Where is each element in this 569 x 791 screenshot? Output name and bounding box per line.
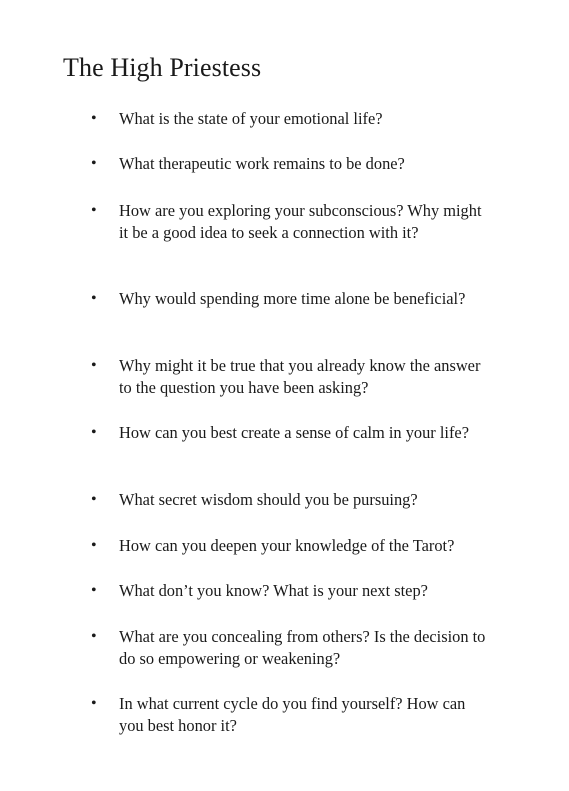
list-item — [91, 422, 491, 444]
bullet-icon: • — [91, 110, 97, 127]
question-text: What secret wisdom should you be pursuing? — [119, 490, 418, 509]
list-item — [91, 693, 491, 737]
list-item — [91, 580, 491, 602]
bullet-icon: • — [91, 202, 97, 219]
bullet-icon: • — [91, 695, 97, 712]
bullet-icon: • — [91, 155, 97, 172]
question-text: What are you concealing from others? Is the decision to do so empowering or weakening? — [119, 627, 486, 668]
list-item — [91, 288, 491, 310]
question-text: How can you deepen your knowledge of the Tarot? — [119, 536, 455, 555]
list-item — [91, 489, 491, 511]
bullet-icon: • — [91, 537, 97, 554]
question-text: How are you exploring your subconscious? Why might it be a good idea to seek a connection with it? — [119, 201, 482, 242]
question-text: What is the state of your emotional life? — [119, 109, 383, 128]
bullet-icon: • — [91, 491, 97, 508]
list-item — [91, 200, 491, 244]
bullet-icon: • — [91, 424, 97, 441]
question-text: How can you best create a sense of calm in your life? — [119, 423, 469, 442]
question-text: Why would spending more time alone be beneficial? — [119, 289, 466, 308]
list-item — [91, 355, 491, 399]
page-title: The High Priestess — [63, 53, 262, 82]
list-item — [91, 626, 491, 670]
bullet-icon: • — [91, 357, 97, 374]
question-text: What therapeutic work remains to be done? — [119, 154, 405, 173]
list-item — [91, 108, 491, 130]
bullet-icon: • — [91, 628, 97, 645]
bullet-icon: • — [91, 582, 97, 599]
list-item — [91, 153, 491, 175]
bullet-icon: • — [91, 290, 97, 307]
question-text: In what current cycle do you find yourself? How can you best honor it? — [119, 694, 466, 735]
question-text: What don’t you know? What is your next step? — [119, 581, 428, 600]
question-text: Why might it be true that you already know the answer to the question you have been asking? — [119, 356, 481, 397]
list-item — [91, 535, 491, 557]
